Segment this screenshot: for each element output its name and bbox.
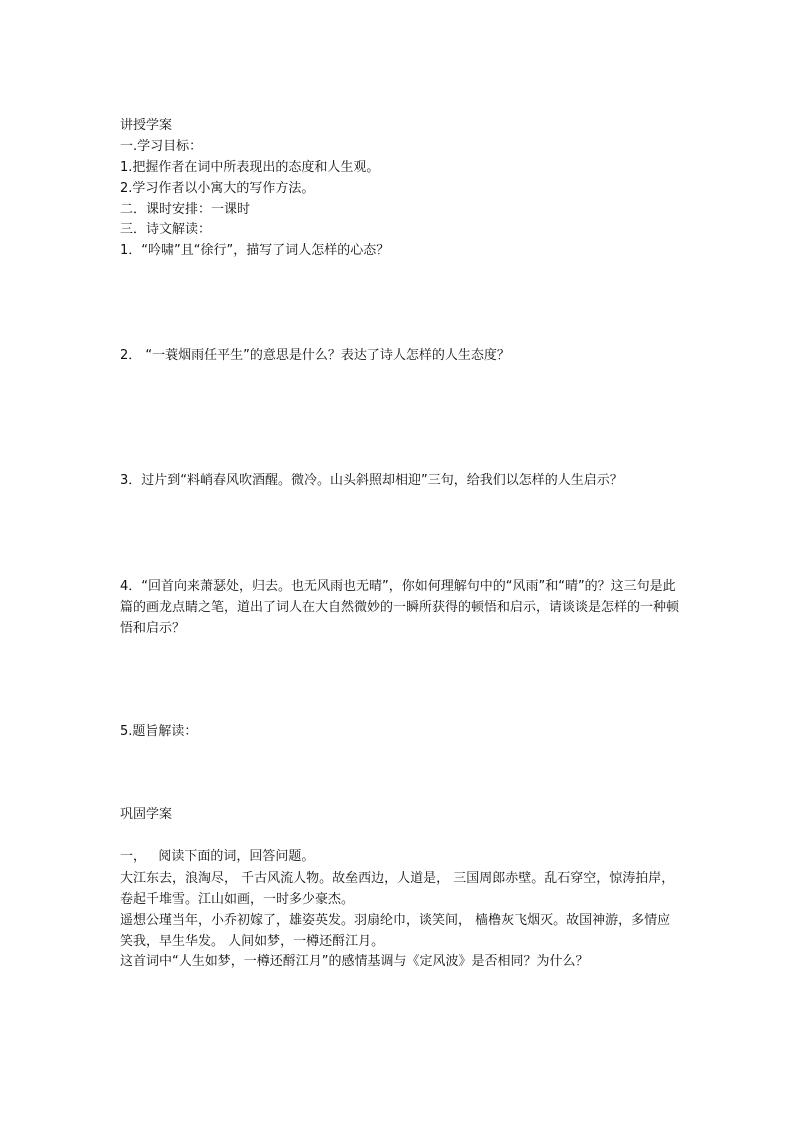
question-2: 2． “一蓑烟雨任平生”的意思是什么？表达了诗人怎样的人生态度？ <box>120 348 510 363</box>
reading-task: 一， 阅读下面的词，回答问题。 <box>120 849 315 864</box>
interpretation-heading: 三．诗文解读： <box>120 222 212 237</box>
poem-stanza-2: 遥想公瑾当年，小乔初嫁了，雄姿英发。羽扇纶巾，谈笑间， 樯橹灰飞烟灭。故国神游，多情应笑我，早生华发。 人间如梦，一樽还酹江月。 <box>120 913 671 949</box>
objective-item-1: 1.把握作者在词中所表现出的态度和人生观。 <box>120 160 380 175</box>
section-title-lecture: 讲授学案 <box>120 118 173 133</box>
section-title-consolidation: 巩固学案 <box>120 807 173 822</box>
question-5: 5.题旨解读： <box>120 724 198 739</box>
question-3: 3．过片到“料峭春风吹酒醒。微冷。山头斜照却相迎”三句，给我们以怎样的人生启示？ <box>120 473 623 488</box>
comparison-question: 这首词中“人生如梦，一樽还酹江月”的感情基调与《定风波》是否相同？为什么？ <box>120 954 589 969</box>
question-4: 4．“回首向来萧瑟处，归去。也无风雨也无晴”，你如何理解句中的“风雨”和“晴”的？这三句是此篇的画龙点睛之笔，道出了词人在大自然微妙的一瞬所获得的顿悟和启示，请谈谈是怎样的一种顿悟和启示？ <box>120 579 680 636</box>
objective-item-2: 2.学习作者以小寓大的写作方法。 <box>120 181 315 196</box>
objectives-heading: 一.学习目标： <box>120 139 203 154</box>
schedule-text: 二．课时安排：一课时 <box>120 202 251 217</box>
poem-stanza-1: 大江东去，浪淘尽， 千古风流人物。故垒西边，人道是， 三国周郎赤壁。乱石穿空，惊涛拍岸，卷起千堆雪。江山如画，一时多少豪杰。 <box>120 871 675 907</box>
question-1: 1．“吟啸”且“徐行”，描写了词人怎样的心态？ <box>120 243 390 258</box>
